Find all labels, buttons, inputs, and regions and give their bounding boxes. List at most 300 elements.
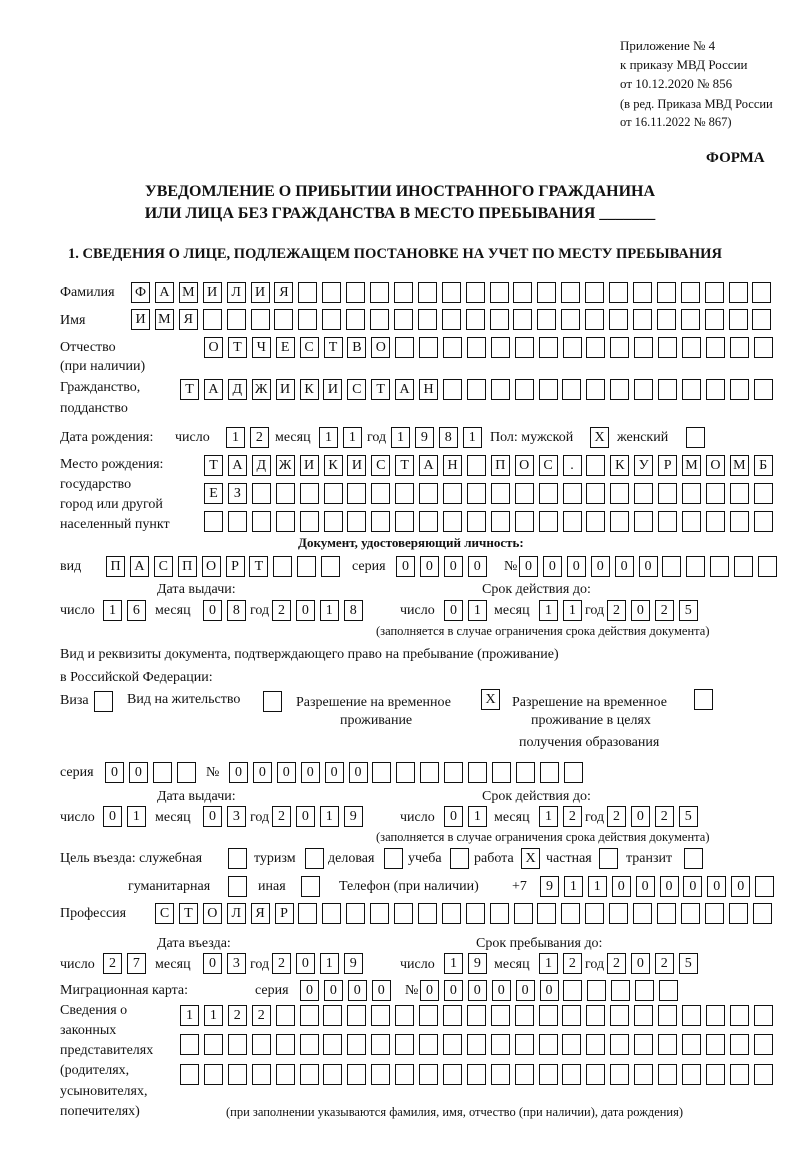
cell-reps-2[interactable] xyxy=(610,1034,629,1055)
checkbox-p-transit[interactable] xyxy=(684,848,703,869)
cell-doc-number[interactable] xyxy=(710,556,729,577)
cell-birthplace-1[interactable]: С xyxy=(539,455,558,476)
cell-birthplace-3[interactable] xyxy=(371,511,390,532)
cell-reps-3[interactable] xyxy=(539,1064,558,1085)
cell-citizenship[interactable]: А xyxy=(204,379,223,400)
cell-reps-2[interactable] xyxy=(347,1034,366,1055)
cell-citizenship[interactable] xyxy=(754,379,773,400)
cell-entry-year[interactable]: 1 xyxy=(320,953,339,974)
cell-patronymic[interactable] xyxy=(658,337,677,358)
cell-reps-3[interactable] xyxy=(419,1064,438,1085)
cell-reps-3[interactable] xyxy=(276,1064,295,1085)
cell-profession[interactable] xyxy=(705,903,724,924)
cell-name[interactable] xyxy=(418,309,437,330)
cell-reps-2[interactable] xyxy=(395,1034,414,1055)
cell-name[interactable]: М xyxy=(155,309,174,330)
cell-reps-3[interactable] xyxy=(491,1064,510,1085)
cell-birthplace-3[interactable] xyxy=(204,511,223,532)
cell-surname[interactable] xyxy=(657,282,676,303)
cell-citizenship[interactable] xyxy=(730,379,749,400)
cell-reps-2[interactable] xyxy=(419,1034,438,1055)
cell-stay-year[interactable]: 2 xyxy=(607,953,626,974)
cell-doc-issue-year[interactable]: 8 xyxy=(344,600,363,621)
cell-right-issue-day[interactable]: 0 xyxy=(103,806,122,827)
cell-birthplace-2[interactable]: З xyxy=(228,483,247,504)
cell-name[interactable] xyxy=(561,309,580,330)
cell-profession[interactable]: Я xyxy=(251,903,270,924)
cell-birthplace-2[interactable] xyxy=(658,483,677,504)
cell-mc-number[interactable] xyxy=(635,980,654,1001)
cell-reps-3[interactable] xyxy=(515,1064,534,1085)
cell-birthplace-1[interactable]: . xyxy=(563,455,582,476)
cell-name[interactable] xyxy=(203,309,222,330)
cell-doc-valid-year[interactable]: 5 xyxy=(679,600,698,621)
cell-right-number[interactable] xyxy=(468,762,487,783)
cell-birthplace-3[interactable] xyxy=(754,511,773,532)
cell-patronymic[interactable]: Т xyxy=(324,337,343,358)
checkbox-p-official[interactable] xyxy=(228,848,247,869)
cell-reps-2[interactable] xyxy=(658,1034,677,1055)
cell-right-number[interactable]: 0 xyxy=(253,762,272,783)
cell-birthplace-3[interactable] xyxy=(419,511,438,532)
cell-doc-kind[interactable] xyxy=(273,556,292,577)
cell-birthplace-3[interactable] xyxy=(730,511,749,532)
cell-patronymic[interactable]: Е xyxy=(276,337,295,358)
cell-patronymic[interactable] xyxy=(563,337,582,358)
cell-birthplace-3[interactable] xyxy=(658,511,677,532)
cell-right-valid-day[interactable]: 0 xyxy=(444,806,463,827)
cell-right-valid-year[interactable]: 2 xyxy=(607,806,626,827)
cell-birthplace-3[interactable] xyxy=(252,511,271,532)
cell-reps-1[interactable] xyxy=(586,1005,605,1026)
cell-reps-1[interactable] xyxy=(276,1005,295,1026)
cell-reps-1[interactable] xyxy=(419,1005,438,1026)
cell-birthplace-3[interactable] xyxy=(563,511,582,532)
cell-patronymic[interactable] xyxy=(515,337,534,358)
cell-reps-2[interactable] xyxy=(228,1034,247,1055)
cell-doc-valid-year[interactable]: 2 xyxy=(655,600,674,621)
cell-mc-series[interactable]: 0 xyxy=(324,980,343,1001)
cell-birthplace-3[interactable] xyxy=(443,511,462,532)
cell-profession[interactable] xyxy=(418,903,437,924)
cell-right-valid-year[interactable]: 5 xyxy=(679,806,698,827)
cell-doc-valid-year[interactable]: 0 xyxy=(631,600,650,621)
cell-reps-1[interactable]: 2 xyxy=(228,1005,247,1026)
cell-right-number[interactable] xyxy=(540,762,559,783)
cell-birthplace-1[interactable]: Ж xyxy=(276,455,295,476)
cell-birthplace-3[interactable] xyxy=(706,511,725,532)
cell-reps-3[interactable] xyxy=(347,1064,366,1085)
cell-reps-1[interactable] xyxy=(562,1005,581,1026)
cell-birthplace-2[interactable] xyxy=(586,483,605,504)
cell-reps-1[interactable] xyxy=(658,1005,677,1026)
cell-patronymic[interactable] xyxy=(634,337,653,358)
cell-birthplace-1[interactable]: П xyxy=(491,455,510,476)
cell-patronymic[interactable] xyxy=(539,337,558,358)
cell-name[interactable]: И xyxy=(131,309,150,330)
cell-doc-valid-year[interactable]: 2 xyxy=(607,600,626,621)
cell-patronymic[interactable] xyxy=(443,337,462,358)
cell-right-number[interactable] xyxy=(396,762,415,783)
cell-birth-month[interactable]: 1 xyxy=(319,427,338,448)
cell-birthplace-3[interactable] xyxy=(515,511,534,532)
cell-doc-series[interactable]: 0 xyxy=(396,556,415,577)
cell-birthplace-2[interactable] xyxy=(754,483,773,504)
cell-surname[interactable] xyxy=(394,282,413,303)
cell-birthplace-1[interactable]: М xyxy=(682,455,701,476)
cell-profession[interactable] xyxy=(514,903,533,924)
cell-phone[interactable]: 1 xyxy=(588,876,607,897)
cell-reps-1[interactable] xyxy=(539,1005,558,1026)
cell-stay-day[interactable]: 1 xyxy=(444,953,463,974)
cell-birthplace-1[interactable]: У xyxy=(634,455,653,476)
cell-name[interactable] xyxy=(346,309,365,330)
cell-phone[interactable] xyxy=(755,876,774,897)
cell-reps-3[interactable] xyxy=(228,1064,247,1085)
cell-birthplace-1[interactable]: Т xyxy=(395,455,414,476)
checkbox-p-other[interactable] xyxy=(301,876,320,897)
cell-doc-number[interactable] xyxy=(662,556,681,577)
cell-reps-2[interactable] xyxy=(180,1034,199,1055)
cell-birthplace-2[interactable] xyxy=(443,483,462,504)
cell-right-issue-year[interactable]: 0 xyxy=(296,806,315,827)
cell-profession[interactable]: С xyxy=(155,903,174,924)
cell-reps-1[interactable] xyxy=(395,1005,414,1026)
cell-reps-2[interactable] xyxy=(443,1034,462,1055)
cell-stay-year[interactable]: 2 xyxy=(655,953,674,974)
cell-surname[interactable] xyxy=(609,282,628,303)
cell-surname[interactable] xyxy=(537,282,556,303)
cell-right-number[interactable] xyxy=(492,762,511,783)
cell-reps-2[interactable] xyxy=(467,1034,486,1055)
cell-patronymic[interactable] xyxy=(754,337,773,358)
cell-right-number[interactable] xyxy=(372,762,391,783)
cell-doc-issue-day[interactable]: 1 xyxy=(103,600,122,621)
cell-citizenship[interactable]: А xyxy=(395,379,414,400)
cell-birthplace-1[interactable] xyxy=(586,455,605,476)
cell-reps-3[interactable] xyxy=(323,1064,342,1085)
cell-doc-number[interactable]: 0 xyxy=(639,556,658,577)
cell-birthplace-1[interactable]: О xyxy=(515,455,534,476)
cell-reps-3[interactable] xyxy=(562,1064,581,1085)
cell-reps-3[interactable] xyxy=(467,1064,486,1085)
cell-stay-month[interactable]: 1 xyxy=(539,953,558,974)
cell-citizenship[interactable] xyxy=(467,379,486,400)
cell-reps-1[interactable]: 2 xyxy=(252,1005,271,1026)
cell-birthplace-1[interactable]: Б xyxy=(754,455,773,476)
cell-birthplace-3[interactable] xyxy=(682,511,701,532)
cell-entry-year[interactable]: 9 xyxy=(344,953,363,974)
cell-doc-kind[interactable]: О xyxy=(202,556,221,577)
cell-phone[interactable]: 1 xyxy=(564,876,583,897)
checkbox-p-tourism[interactable] xyxy=(305,848,324,869)
cell-reps-2[interactable] xyxy=(491,1034,510,1055)
cell-reps-3[interactable] xyxy=(610,1064,629,1085)
cell-name[interactable] xyxy=(537,309,556,330)
cell-name[interactable] xyxy=(442,309,461,330)
cell-birthplace-1[interactable]: А xyxy=(228,455,247,476)
cell-reps-3[interactable] xyxy=(706,1064,725,1085)
cell-profession[interactable] xyxy=(585,903,604,924)
cell-birth-year[interactable]: 1 xyxy=(463,427,482,448)
cell-surname[interactable] xyxy=(298,282,317,303)
cell-surname[interactable] xyxy=(513,282,532,303)
cell-surname[interactable]: А xyxy=(155,282,174,303)
cell-patronymic[interactable] xyxy=(586,337,605,358)
cell-stay-year[interactable]: 5 xyxy=(679,953,698,974)
cell-profession[interactable] xyxy=(322,903,341,924)
cell-name[interactable] xyxy=(466,309,485,330)
cell-name[interactable] xyxy=(705,309,724,330)
cell-reps-2[interactable] xyxy=(323,1034,342,1055)
cell-profession[interactable] xyxy=(729,903,748,924)
cell-mc-number[interactable]: 0 xyxy=(516,980,535,1001)
checkbox-residence-permit[interactable] xyxy=(263,691,282,712)
cell-reps-1[interactable] xyxy=(491,1005,510,1026)
cell-reps-3[interactable] xyxy=(371,1064,390,1085)
cell-phone[interactable]: 9 xyxy=(540,876,559,897)
cell-right-number[interactable]: 0 xyxy=(325,762,344,783)
cell-birthplace-1[interactable] xyxy=(467,455,486,476)
cell-right-number[interactable] xyxy=(420,762,439,783)
cell-profession[interactable]: Л xyxy=(227,903,246,924)
cell-surname[interactable]: И xyxy=(251,282,270,303)
cell-citizenship[interactable]: Т xyxy=(180,379,199,400)
cell-doc-issue-year[interactable]: 1 xyxy=(320,600,339,621)
cell-name[interactable] xyxy=(274,309,293,330)
cell-profession[interactable]: Р xyxy=(275,903,294,924)
checkbox-p-study[interactable] xyxy=(450,848,469,869)
cell-name[interactable] xyxy=(585,309,604,330)
cell-doc-valid-month[interactable]: 1 xyxy=(539,600,558,621)
cell-patronymic[interactable]: С xyxy=(300,337,319,358)
cell-birthplace-3[interactable] xyxy=(634,511,653,532)
cell-surname[interactable] xyxy=(752,282,771,303)
cell-patronymic[interactable]: Т xyxy=(228,337,247,358)
cell-reps-1[interactable] xyxy=(347,1005,366,1026)
cell-entry-month[interactable]: 3 xyxy=(227,953,246,974)
cell-birth-month[interactable]: 1 xyxy=(343,427,362,448)
cell-reps-1[interactable] xyxy=(515,1005,534,1026)
cell-reps-2[interactable] xyxy=(586,1034,605,1055)
checkbox-sex-female[interactable] xyxy=(686,427,705,448)
checkbox-p-private[interactable] xyxy=(599,848,618,869)
cell-birthplace-1[interactable]: Р xyxy=(658,455,677,476)
cell-birthplace-1[interactable]: К xyxy=(324,455,343,476)
cell-birthplace-1[interactable]: Н xyxy=(443,455,462,476)
cell-mc-series[interactable]: 0 xyxy=(372,980,391,1001)
cell-name[interactable] xyxy=(513,309,532,330)
cell-surname[interactable] xyxy=(346,282,365,303)
cell-doc-series[interactable]: 0 xyxy=(468,556,487,577)
cell-right-valid-month[interactable]: 1 xyxy=(539,806,558,827)
cell-right-series[interactable]: 0 xyxy=(105,762,124,783)
cell-birthplace-2[interactable] xyxy=(467,483,486,504)
cell-profession[interactable] xyxy=(537,903,556,924)
cell-right-number[interactable] xyxy=(444,762,463,783)
cell-doc-kind[interactable]: П xyxy=(106,556,125,577)
cell-phone[interactable]: 0 xyxy=(660,876,679,897)
cell-patronymic[interactable] xyxy=(682,337,701,358)
cell-reps-2[interactable] xyxy=(706,1034,725,1055)
cell-doc-issue-month[interactable]: 0 xyxy=(203,600,222,621)
cell-entry-year[interactable]: 2 xyxy=(272,953,291,974)
cell-citizenship[interactable] xyxy=(539,379,558,400)
cell-right-valid-year[interactable]: 2 xyxy=(655,806,674,827)
cell-birthplace-1[interactable]: Д xyxy=(252,455,271,476)
cell-reps-3[interactable] xyxy=(395,1064,414,1085)
cell-profession[interactable] xyxy=(442,903,461,924)
cell-right-number[interactable] xyxy=(516,762,535,783)
cell-reps-1[interactable]: 1 xyxy=(180,1005,199,1026)
cell-citizenship[interactable]: И xyxy=(276,379,295,400)
cell-doc-issue-month[interactable]: 8 xyxy=(227,600,246,621)
cell-reps-2[interactable] xyxy=(539,1034,558,1055)
cell-surname[interactable] xyxy=(705,282,724,303)
cell-doc-issue-day[interactable]: 6 xyxy=(127,600,146,621)
cell-citizenship[interactable]: И xyxy=(323,379,342,400)
cell-reps-1[interactable] xyxy=(300,1005,319,1026)
cell-reps-1[interactable] xyxy=(467,1005,486,1026)
cell-birthplace-1[interactable]: А xyxy=(419,455,438,476)
cell-citizenship[interactable] xyxy=(562,379,581,400)
cell-doc-kind[interactable]: Р xyxy=(226,556,245,577)
cell-birthplace-1[interactable]: С xyxy=(371,455,390,476)
cell-citizenship[interactable] xyxy=(586,379,605,400)
cell-doc-kind[interactable]: С xyxy=(154,556,173,577)
cell-mc-number[interactable]: 0 xyxy=(468,980,487,1001)
cell-birthplace-3[interactable] xyxy=(300,511,319,532)
cell-birthplace-1[interactable]: К xyxy=(610,455,629,476)
cell-mc-number[interactable]: 0 xyxy=(444,980,463,1001)
cell-birth-day[interactable]: 1 xyxy=(226,427,245,448)
cell-reps-1[interactable] xyxy=(682,1005,701,1026)
cell-citizenship[interactable] xyxy=(658,379,677,400)
cell-mc-number[interactable] xyxy=(563,980,582,1001)
cell-phone[interactable]: 0 xyxy=(707,876,726,897)
cell-name[interactable]: Я xyxy=(179,309,198,330)
checkbox-temp-residence-edu[interactable] xyxy=(694,689,713,710)
cell-patronymic[interactable]: О xyxy=(371,337,390,358)
cell-doc-valid-day[interactable]: 1 xyxy=(468,600,487,621)
cell-right-series[interactable] xyxy=(177,762,196,783)
cell-doc-valid-day[interactable]: 0 xyxy=(444,600,463,621)
cell-entry-year[interactable]: 0 xyxy=(296,953,315,974)
cell-reps-3[interactable] xyxy=(754,1064,773,1085)
cell-birthplace-2[interactable] xyxy=(682,483,701,504)
cell-patronymic[interactable]: О xyxy=(204,337,223,358)
cell-phone[interactable]: 0 xyxy=(683,876,702,897)
cell-birthplace-2[interactable] xyxy=(563,483,582,504)
cell-reps-2[interactable] xyxy=(730,1034,749,1055)
cell-birthplace-2[interactable] xyxy=(371,483,390,504)
cell-surname[interactable] xyxy=(418,282,437,303)
cell-doc-number[interactable]: 0 xyxy=(615,556,634,577)
cell-surname[interactable]: Ф xyxy=(131,282,150,303)
cell-right-issue-year[interactable]: 9 xyxy=(344,806,363,827)
cell-reps-3[interactable] xyxy=(634,1064,653,1085)
cell-patronymic[interactable]: Ч xyxy=(252,337,271,358)
cell-name[interactable] xyxy=(729,309,748,330)
cell-birthplace-2[interactable] xyxy=(324,483,343,504)
cell-birthplace-1[interactable]: И xyxy=(300,455,319,476)
cell-doc-issue-year[interactable]: 0 xyxy=(296,600,315,621)
cell-birthplace-2[interactable]: Е xyxy=(204,483,223,504)
cell-name[interactable] xyxy=(633,309,652,330)
cell-birthplace-2[interactable] xyxy=(610,483,629,504)
cell-patronymic[interactable] xyxy=(419,337,438,358)
cell-phone[interactable]: 0 xyxy=(731,876,750,897)
cell-birthplace-2[interactable] xyxy=(252,483,271,504)
cell-reps-1[interactable] xyxy=(610,1005,629,1026)
cell-surname[interactable]: Я xyxy=(274,282,293,303)
cell-reps-1[interactable] xyxy=(443,1005,462,1026)
cell-right-number[interactable]: 0 xyxy=(349,762,368,783)
cell-doc-valid-month[interactable]: 1 xyxy=(563,600,582,621)
checkbox-p-humanitarian[interactable] xyxy=(228,876,247,897)
cell-reps-1[interactable] xyxy=(730,1005,749,1026)
cell-name[interactable] xyxy=(681,309,700,330)
checkbox-temp-residence[interactable]: X xyxy=(481,689,500,710)
cell-reps-2[interactable] xyxy=(754,1034,773,1055)
cell-right-number[interactable]: 0 xyxy=(277,762,296,783)
cell-profession[interactable] xyxy=(298,903,317,924)
cell-citizenship[interactable]: К xyxy=(300,379,319,400)
cell-stay-year[interactable]: 0 xyxy=(631,953,650,974)
cell-birthplace-3[interactable] xyxy=(347,511,366,532)
checkbox-visa[interactable] xyxy=(94,691,113,712)
cell-reps-2[interactable] xyxy=(682,1034,701,1055)
cell-reps-3[interactable] xyxy=(300,1064,319,1085)
cell-phone[interactable]: 0 xyxy=(612,876,631,897)
cell-doc-kind[interactable]: П xyxy=(178,556,197,577)
cell-citizenship[interactable]: Т xyxy=(371,379,390,400)
cell-birthplace-2[interactable] xyxy=(730,483,749,504)
cell-birthplace-3[interactable] xyxy=(395,511,414,532)
cell-citizenship[interactable]: С xyxy=(347,379,366,400)
cell-birth-day[interactable]: 2 xyxy=(250,427,269,448)
cell-right-valid-month[interactable]: 2 xyxy=(563,806,582,827)
cell-reps-3[interactable] xyxy=(252,1064,271,1085)
cell-birthplace-3[interactable] xyxy=(610,511,629,532)
cell-birthplace-2[interactable] xyxy=(515,483,534,504)
cell-citizenship[interactable] xyxy=(491,379,510,400)
checkbox-sex-male[interactable]: X xyxy=(590,427,609,448)
cell-birthplace-2[interactable] xyxy=(491,483,510,504)
cell-reps-3[interactable] xyxy=(658,1064,677,1085)
cell-birthplace-1[interactable]: Т xyxy=(204,455,223,476)
cell-right-series[interactable]: 0 xyxy=(129,762,148,783)
cell-citizenship[interactable] xyxy=(682,379,701,400)
cell-name[interactable] xyxy=(394,309,413,330)
cell-surname[interactable] xyxy=(585,282,604,303)
cell-entry-day[interactable]: 2 xyxy=(103,953,122,974)
cell-birthplace-3[interactable] xyxy=(539,511,558,532)
cell-reps-1[interactable] xyxy=(634,1005,653,1026)
cell-reps-1[interactable] xyxy=(754,1005,773,1026)
cell-citizenship[interactable] xyxy=(610,379,629,400)
cell-doc-number[interactable]: 0 xyxy=(543,556,562,577)
cell-reps-2[interactable] xyxy=(515,1034,534,1055)
cell-reps-2[interactable] xyxy=(300,1034,319,1055)
cell-reps-3[interactable] xyxy=(180,1064,199,1085)
cell-right-number[interactable] xyxy=(564,762,583,783)
cell-surname[interactable] xyxy=(322,282,341,303)
cell-mc-series[interactable]: 0 xyxy=(300,980,319,1001)
cell-reps-3[interactable] xyxy=(730,1064,749,1085)
cell-patronymic[interactable]: В xyxy=(347,337,366,358)
cell-surname[interactable] xyxy=(490,282,509,303)
